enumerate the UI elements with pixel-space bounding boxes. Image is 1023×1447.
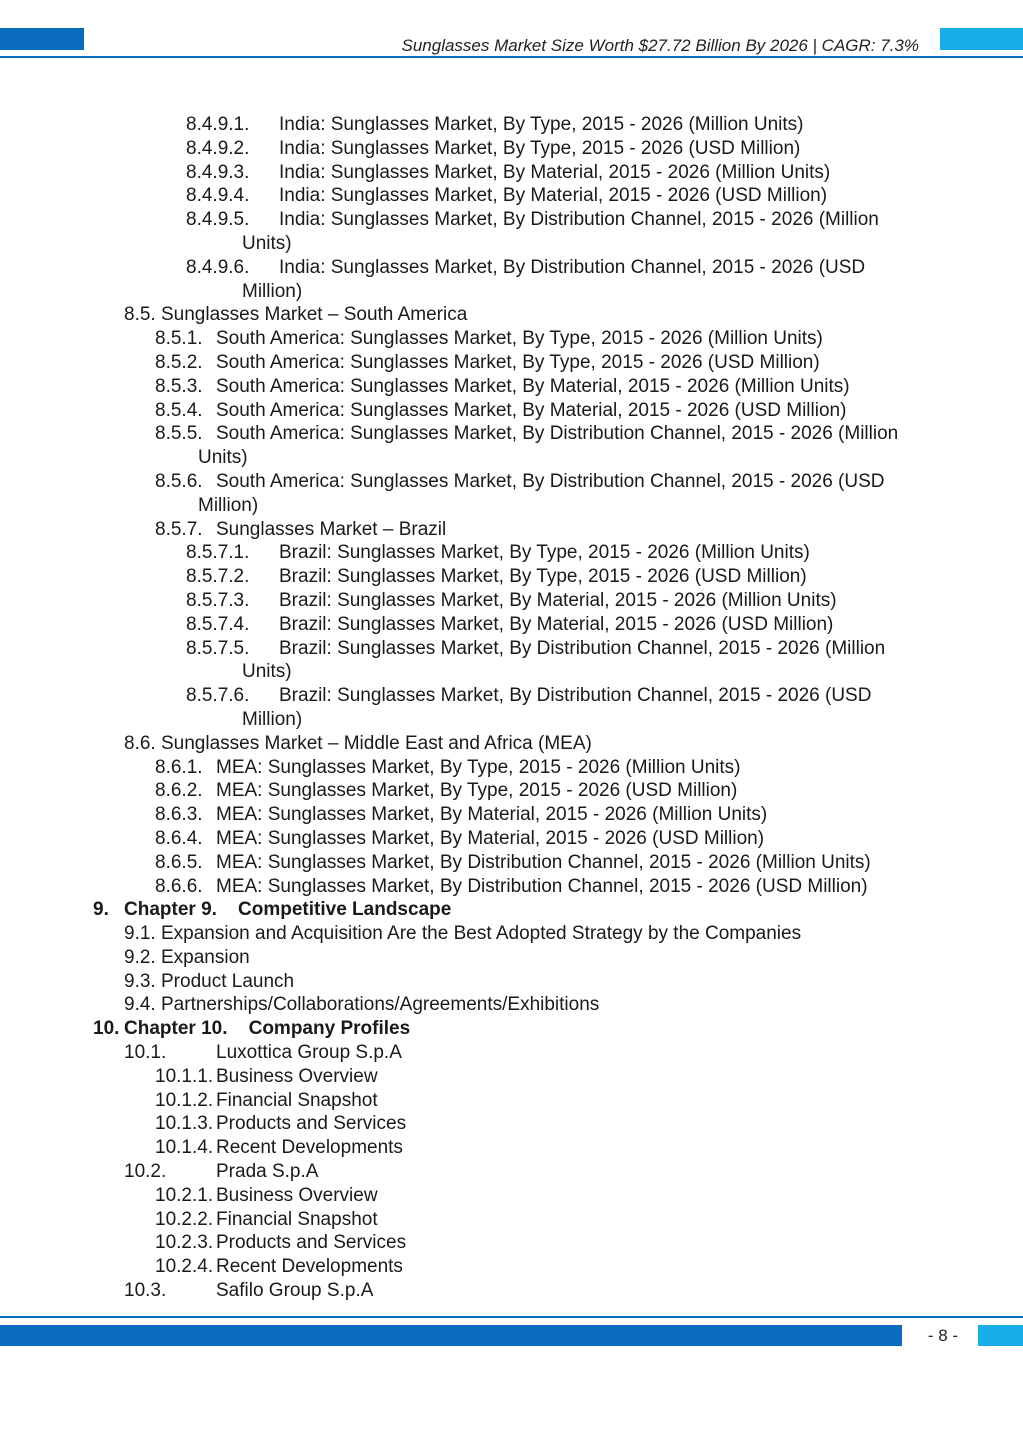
- toc-entry-number: 8.6.: [124, 732, 156, 754]
- toc-entry: [0, 827, 1023, 851]
- toc-entry-text: India: Sunglasses Market, By Material, 2015 - 2026 (USD Million): [279, 185, 828, 207]
- header-accent-bar-right: [940, 28, 1023, 50]
- toc-entry-text: Sunglasses Market – Middle East and Africa (MEA): [161, 732, 592, 754]
- toc-entry: [0, 565, 1023, 589]
- toc-entry-text: Business Overview: [216, 1184, 378, 1206]
- toc-entry-text: Brazil: Sunglasses Market, By Distribution Channel, 2015 - 2026 (Million: [279, 637, 886, 659]
- toc-entry-text: Brazil: Sunglasses Market, By Distribution Channel, 2015 - 2026 (USD: [279, 685, 872, 707]
- toc-entry: [0, 589, 1023, 613]
- toc-entry: [0, 1041, 1023, 1065]
- toc-entry-number: 10.1.1.: [155, 1065, 214, 1087]
- toc-entry: [0, 1160, 1023, 1184]
- toc-entry: [0, 851, 1023, 875]
- toc-entry: [0, 375, 1023, 399]
- toc-entry-text: Safilo Group S.p.A: [216, 1280, 374, 1302]
- toc-entry: [0, 1231, 1023, 1255]
- toc-entry-number: 10.2.2.: [155, 1208, 214, 1230]
- toc-entry-text: Luxottica Group S.p.A: [216, 1042, 402, 1064]
- toc-entry-text: Sunglasses Market – South America: [161, 304, 468, 326]
- toc-entry: [0, 732, 1023, 756]
- toc-entry-text: South America: Sunglasses Market, By Type, 2015 - 2026 (Million Units): [216, 328, 823, 350]
- toc-entry: [0, 1279, 1023, 1303]
- toc-entry: [0, 1065, 1023, 1089]
- toc-entry: [0, 256, 1023, 280]
- toc-entry-number: 8.4.9.6.: [186, 256, 250, 278]
- table-of-contents: [0, 113, 1023, 1303]
- toc-entry-number: 8.5.1.: [155, 328, 203, 350]
- toc-entry: [0, 660, 1023, 684]
- toc-entry-number: 8.5.3.: [155, 375, 203, 397]
- toc-entry-text: MEA: Sunglasses Market, By Material, 2015 - 2026 (Million Units): [216, 804, 768, 826]
- toc-entry-number: 8.4.9.3.: [186, 161, 250, 183]
- toc-entry: [0, 970, 1023, 994]
- toc-entry-number: 10.3.: [124, 1280, 167, 1302]
- toc-entry: [0, 946, 1023, 970]
- toc-entry-text: Million): [242, 280, 303, 302]
- toc-entry-text: Financial Snapshot: [216, 1208, 378, 1230]
- toc-entry: [0, 613, 1023, 637]
- toc-entry-number: 9.2.: [124, 946, 156, 968]
- toc-entry-text: India: Sunglasses Market, By Type, 2015 - 2026 (USD Million): [279, 137, 801, 159]
- toc-entry-number: 8.6.4.: [155, 827, 203, 849]
- toc-entry-text: Recent Developments: [216, 1256, 403, 1278]
- footer-accent-bar-right: [978, 1325, 1023, 1346]
- header-accent-bar-left: [0, 28, 84, 50]
- toc-entry: [0, 684, 1023, 708]
- footer-accent-bar-left: [0, 1325, 902, 1346]
- toc-entry-number: 8.6.1.: [155, 756, 203, 778]
- header-title: Sunglasses Market Size Worth $27.72 Billion By 2026 | CAGR: 7.3%: [401, 36, 919, 55]
- toc-entry-text: Million): [242, 708, 303, 730]
- toc-entry-text: South America: Sunglasses Market, By Type, 2015 - 2026 (USD Million): [216, 351, 820, 373]
- toc-entry: [0, 637, 1023, 661]
- toc-entry-number: 10.1.4.: [155, 1137, 214, 1159]
- toc-entry: [0, 280, 1023, 304]
- toc-entry-text: India: Sunglasses Market, By Distribution Channel, 2015 - 2026 (USD: [279, 256, 866, 278]
- toc-entry: [0, 113, 1023, 137]
- toc-entry-text: Financial Snapshot: [216, 1089, 378, 1111]
- toc-entry-text: Brazil: Sunglasses Market, By Type, 2015 - 2026 (USD Million): [279, 566, 807, 588]
- toc-entry-number: 8.5.: [124, 304, 156, 326]
- toc-entry-number: 8.4.9.1.: [186, 114, 250, 135]
- toc-entry: [0, 518, 1023, 542]
- toc-entry-number: 10.2.3.: [155, 1232, 214, 1254]
- toc-entry-text: Brazil: Sunglasses Market, By Material, 2015 - 2026 (Million Units): [279, 589, 837, 611]
- toc-entry: [0, 327, 1023, 351]
- header-divider: [0, 56, 1023, 58]
- toc-entry: [0, 756, 1023, 780]
- toc-entry-number: 10.: [93, 1018, 120, 1040]
- toc-entry-text: Chapter 10. Company Profiles: [124, 1018, 411, 1040]
- toc-entry-number: 10.1.: [124, 1042, 167, 1064]
- toc-entry: [0, 446, 1023, 470]
- toc-entry-number: 8.6.3.: [155, 804, 203, 826]
- toc-entry-text: MEA: Sunglasses Market, By Material, 2015 - 2026 (USD Million): [216, 827, 765, 849]
- toc-entry: [0, 708, 1023, 732]
- toc-entry: [0, 1255, 1023, 1279]
- toc-entry-text: Sunglasses Market – Brazil: [216, 518, 447, 540]
- toc-entry: [0, 232, 1023, 256]
- toc-entry: [0, 875, 1023, 899]
- toc-entry-number: 8.6.6.: [155, 875, 203, 897]
- toc-entry-number: 8.5.2.: [155, 351, 203, 373]
- toc-entry-number: 10.2.: [124, 1161, 167, 1183]
- toc-entry-text: Expansion: [161, 946, 250, 968]
- toc-entry-text: Product Launch: [161, 970, 295, 992]
- toc-entry: [0, 470, 1023, 494]
- toc-entry-number: 8.5.7.2.: [186, 566, 250, 588]
- toc-entry: [0, 351, 1023, 375]
- toc-entry-text: Prada S.p.A: [216, 1161, 319, 1183]
- toc-entry-number: 8.4.9.4.: [186, 185, 250, 207]
- toc-entry-number: 9.4.: [124, 994, 156, 1016]
- toc-entry-text: Business Overview: [216, 1065, 378, 1087]
- toc-entry-number: 8.5.7.4.: [186, 613, 250, 635]
- toc-entry-number: 8.5.7.1.: [186, 542, 250, 564]
- toc-entry-number: 8.6.5.: [155, 851, 203, 873]
- toc-entry-text: MEA: Sunglasses Market, By Distribution Channel, 2015 - 2026 (USD Million): [216, 875, 868, 897]
- toc-entry-text: Units): [198, 447, 248, 469]
- toc-entry-number: 8.4.9.2.: [186, 137, 250, 159]
- toc-entry-text: South America: Sunglasses Market, By Distribution Channel, 2015 - 2026 (USD: [216, 470, 885, 492]
- toc-entry: [0, 208, 1023, 232]
- toc-entry-text: Products and Services: [216, 1232, 407, 1254]
- toc-entry: [0, 494, 1023, 518]
- toc-entry-text: Partnerships/Collaborations/Agreements/Exhibitions: [161, 994, 600, 1016]
- toc-entry-number: 10.2.1.: [155, 1184, 214, 1206]
- toc-entry: [0, 541, 1023, 565]
- toc-entry-text: Expansion and Acquisition Are the Best Adopted Strategy by the Companies: [161, 923, 802, 945]
- toc-entry-text: Chapter 9. Competitive Landscape: [124, 899, 452, 921]
- toc-entry: [0, 779, 1023, 803]
- toc-entry-number: 8.5.4.: [155, 399, 203, 421]
- toc-entry-text: Recent Developments: [216, 1137, 403, 1159]
- footer-divider: [0, 1316, 1023, 1318]
- toc-entry: [0, 1136, 1023, 1160]
- toc-entry-number: 8.5.7.: [155, 518, 203, 540]
- toc-entry: [0, 1112, 1023, 1136]
- page-number: - 8 -: [927, 1326, 959, 1345]
- toc-entry-text: India: Sunglasses Market, By Material, 2015 - 2026 (Million Units): [279, 161, 831, 183]
- toc-entry-number: 10.2.4.: [155, 1256, 214, 1278]
- toc-entry-number: 9.1.: [124, 923, 156, 945]
- toc-entry-number: 8.5.6.: [155, 470, 203, 492]
- toc-entry-number: 8.5.5.: [155, 423, 203, 445]
- toc-entry-text: Million): [198, 494, 259, 516]
- toc-entry-text: Brazil: Sunglasses Market, By Material, 2015 - 2026 (USD Million): [279, 613, 834, 635]
- toc-entry-text: Units): [242, 232, 292, 254]
- toc-entry: [0, 422, 1023, 446]
- toc-entry-text: India: Sunglasses Market, By Distribution Channel, 2015 - 2026 (Million: [279, 209, 879, 231]
- toc-entry-text: Brazil: Sunglasses Market, By Type, 2015 - 2026 (Million Units): [279, 542, 810, 564]
- toc-entry-text: MEA: Sunglasses Market, By Type, 2015 - 2026 (Million Units): [216, 756, 741, 778]
- toc-entry-text: Units): [242, 661, 292, 683]
- toc-entry-number: 8.5.7.3.: [186, 589, 250, 611]
- toc-entry-number: 10.1.2.: [155, 1089, 214, 1111]
- toc-entry-number: 8.5.7.6.: [186, 685, 250, 707]
- toc-entry: [0, 184, 1023, 208]
- toc-entry: [0, 1208, 1023, 1232]
- toc-entry-text: India: Sunglasses Market, By Type, 2015 - 2026 (Million Units): [279, 114, 804, 135]
- toc-entry: [0, 1184, 1023, 1208]
- toc-entry: [0, 137, 1023, 161]
- toc-entry: [0, 993, 1023, 1017]
- toc-entry-number: 9.3.: [124, 970, 156, 992]
- toc-entry: [0, 161, 1023, 185]
- toc-entry: [0, 803, 1023, 827]
- toc-entry: [0, 922, 1023, 946]
- toc-entry-text: South America: Sunglasses Market, By Material, 2015 - 2026 (Million Units): [216, 375, 850, 397]
- toc-entry-number: 8.6.2.: [155, 780, 203, 802]
- toc-entry-number: 8.5.7.5.: [186, 637, 250, 659]
- toc-entry-text: South America: Sunglasses Market, By Material, 2015 - 2026 (USD Million): [216, 399, 847, 421]
- toc-entry: [0, 1017, 1023, 1041]
- toc-entry: [0, 303, 1023, 327]
- toc-entry-text: MEA: Sunglasses Market, By Distribution Channel, 2015 - 2026 (Million Units): [216, 851, 871, 873]
- toc-entry-text: Products and Services: [216, 1113, 407, 1135]
- toc-entry-text: South America: Sunglasses Market, By Distribution Channel, 2015 - 2026 (Million: [216, 423, 899, 445]
- toc-entry-number: 8.4.9.5.: [186, 209, 250, 231]
- toc-entry: [0, 399, 1023, 423]
- toc-entry-number: 9.: [93, 899, 109, 921]
- toc-entry-text: MEA: Sunglasses Market, By Type, 2015 - 2026 (USD Million): [216, 780, 738, 802]
- toc-entry: [0, 898, 1023, 922]
- toc-entry: [0, 1089, 1023, 1113]
- toc-entry-number: 10.1.3.: [155, 1113, 214, 1135]
